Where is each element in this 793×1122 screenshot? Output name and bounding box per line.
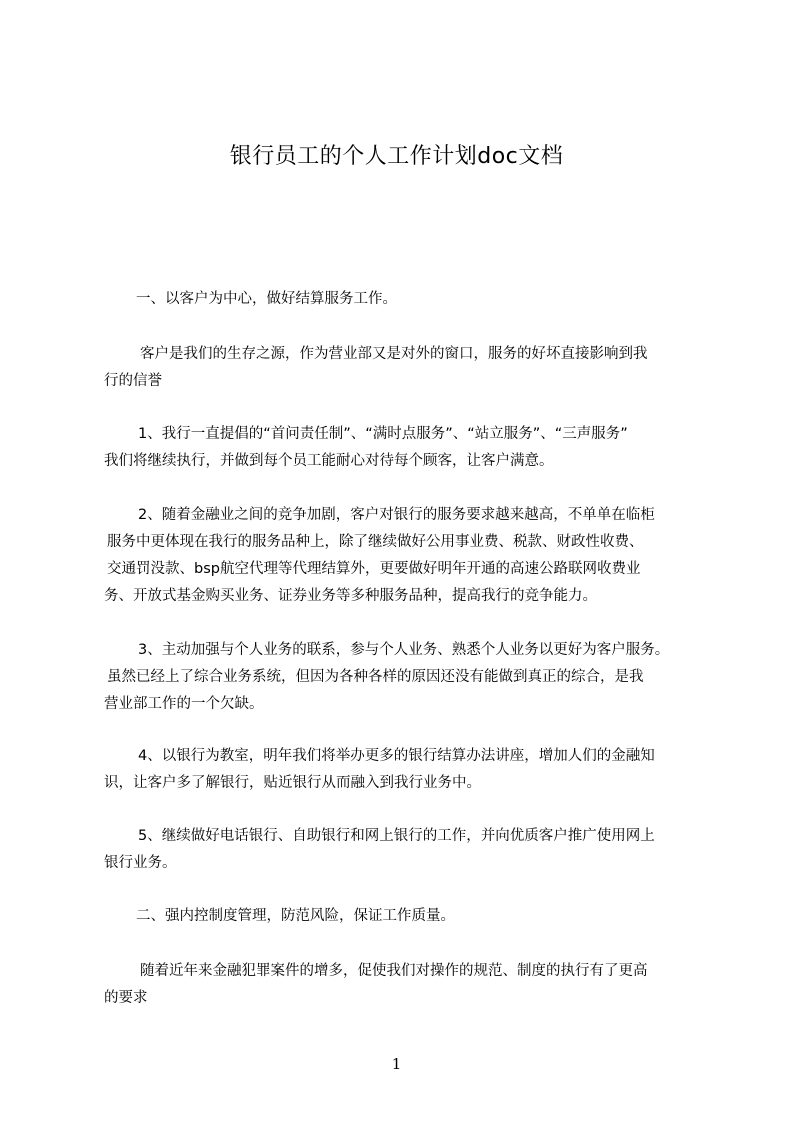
section-heading-2: 二、强内控制度管理，防范风险，保证工作质量。 (136, 908, 455, 924)
section-heading-1: 一、以客户为中心，做好结算服务工作。 (136, 291, 397, 307)
paragraph-line: 银行业务。 (104, 855, 177, 871)
paragraph-line: 我们将继续执行，并做到每个员工能耐心对待每个顾客，让客户满意。 (104, 453, 554, 469)
document-title: 银行员工的个人工作计划doc文档 (229, 144, 564, 169)
paragraph-line: 交通罚没款、bsp航空代理等代理结算外，更要做好明年开通的高速公路联网收费业 (107, 561, 641, 577)
paragraph-line: 5、继续做好电话银行、自助银行和网上银行的工作，并向优质客户推广使用网上 (138, 828, 655, 844)
paragraph-line: 3、主动加强与个人业务的联系，参与个人业务、熟悉个人业务以更好为客户服务。 (138, 642, 670, 658)
paragraph-line: 的要求 (104, 990, 148, 1006)
paragraph-line: 行的信誉 (104, 373, 162, 389)
paragraph-line: 随着近年来金融犯罪案件的增多，促使我们对操作的规范、制度的执行有了更高 (140, 963, 648, 979)
paragraph-line: 2、随着金融业之间的竞争加剧，客户对银行的服务要求越来越高，不单单在临柜 (138, 507, 655, 523)
page-number: 1 (391, 1055, 402, 1073)
paragraph-line: 1、我行一直提倡的“首问责任制”、“满时点服务”、“站立服务”、“三声服务” (138, 426, 628, 442)
paragraph-line: 客户是我们的生存之源，作为营业部又是对外的窗口，服务的好坏直接影响到我 (140, 346, 648, 362)
paragraph-line: 虽然已经上了综合业务系统，但因为各种各样的原因还没有能做到真正的综合，是我 (107, 669, 644, 685)
paragraph-line: 务、开放式基金购买业务、证券业务等多种服务品种，提高我行的竞争能力。 (104, 588, 597, 604)
paragraph-line: 识，让客户多了解银行，贴近银行从而融入到我行业务中。 (104, 775, 481, 791)
paragraph-line: 营业部工作的一个欠缺。 (104, 696, 264, 712)
paragraph-line: 4、以银行为教室，明年我们将举办更多的银行结算办法讲座，增加人们的金融知 (138, 748, 655, 764)
paragraph-line: 服务中更体现在我行的服务品种上，除了继续做好公用事业费、税款、财政性收费、 (107, 534, 644, 550)
